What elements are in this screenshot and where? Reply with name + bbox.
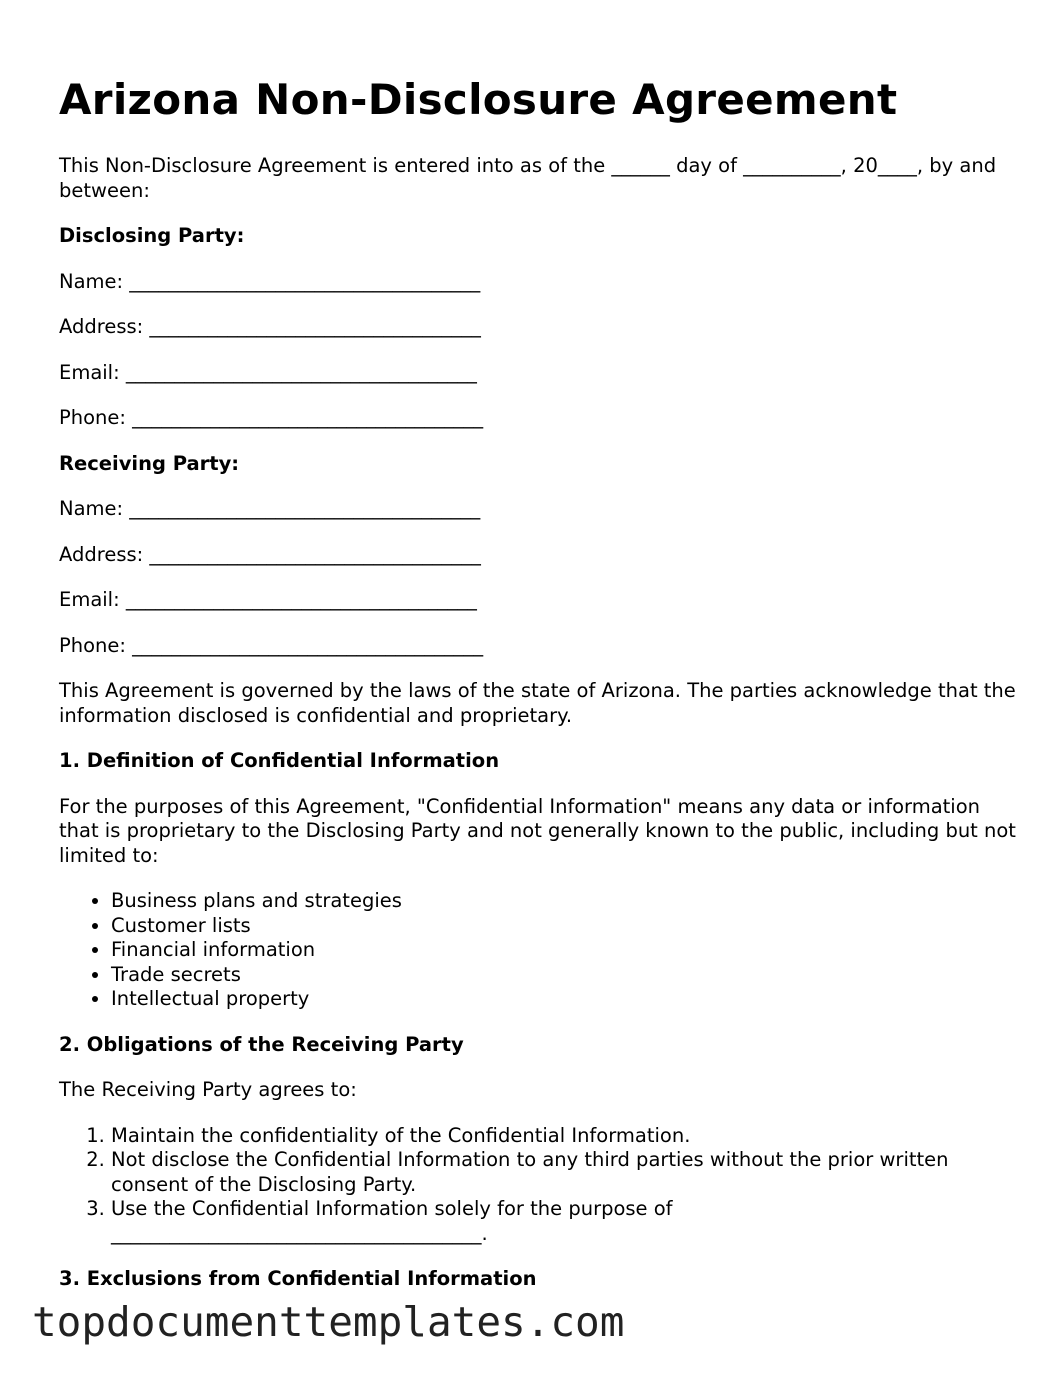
section-2-heading: 2. Obligations of the Receiving Party bbox=[59, 1032, 464, 1056]
section-2-body: The Receiving Party agrees to: bbox=[59, 1078, 357, 1101]
list-item: 3. Use the Confidential Information solely for the purpose of ______________________________________. bbox=[111, 1197, 1019, 1246]
list-item: • Customer lists bbox=[111, 914, 1019, 939]
list-item: 2. Not disclose the Confidential Information to any third parties without the prior written consent of the Disclosing Party. bbox=[111, 1148, 1019, 1197]
disclosing-name-field: Name: ____________________________________ bbox=[59, 269, 481, 293]
watermark-text: topdocumenttemplates.com bbox=[32, 1298, 625, 1346]
disclosing-party-heading: Disclosing Party: bbox=[59, 224, 245, 247]
list-item: • Trade secrets bbox=[111, 963, 1019, 988]
disclosing-address-field: Address: __________________________________ bbox=[59, 315, 481, 338]
receiving-party-heading: Receiving Party: bbox=[59, 451, 240, 475]
list-item: • Financial information bbox=[111, 938, 1019, 963]
list-item: • Intellectual property bbox=[111, 987, 1019, 1012]
receiving-phone-field: Phone: ____________________________________ bbox=[59, 633, 484, 657]
confidential-info-list bbox=[59, 889, 1019, 1012]
section-1-heading: 1. Definition of Confidential Information bbox=[59, 749, 500, 772]
list-item: • Business plans and strategies bbox=[111, 889, 1019, 914]
obligations-list bbox=[59, 1124, 1019, 1247]
list-item: 1. Maintain the confidentiality of the Confidential Information. bbox=[111, 1124, 1019, 1149]
section-3-heading: 3. Exclusions from Confidential Information bbox=[59, 1267, 537, 1290]
disclosing-phone-field: Phone: ____________________________________ bbox=[59, 406, 484, 429]
receiving-address-field: Address: __________________________________ bbox=[59, 542, 481, 566]
document-page bbox=[59, 72, 1019, 1313]
governing-law-paragraph: This Agreement is governed by the laws of the state of Arizona. The parties acknowledge that the information disclosed is confidential and proprietary. bbox=[59, 679, 1016, 727]
disclosing-email-field: Email: ____________________________________ bbox=[59, 360, 477, 384]
section-1-body: For the purposes of this Agreement, "Confidential Information" means any data or information that is proprietary to the Disclosing Party and not generally known to the public, including but not limited to: bbox=[59, 794, 1016, 867]
intro-paragraph: This Non-Disclosure Agreement is entered into as of the ______ day of __________, 20____, by and between: bbox=[59, 154, 997, 202]
document-title: Arizona Non-Disclosure Agreement bbox=[59, 75, 898, 124]
receiving-name-field: Name: ____________________________________ bbox=[59, 497, 481, 520]
receiving-email-field: Email: ____________________________________ bbox=[59, 588, 477, 611]
